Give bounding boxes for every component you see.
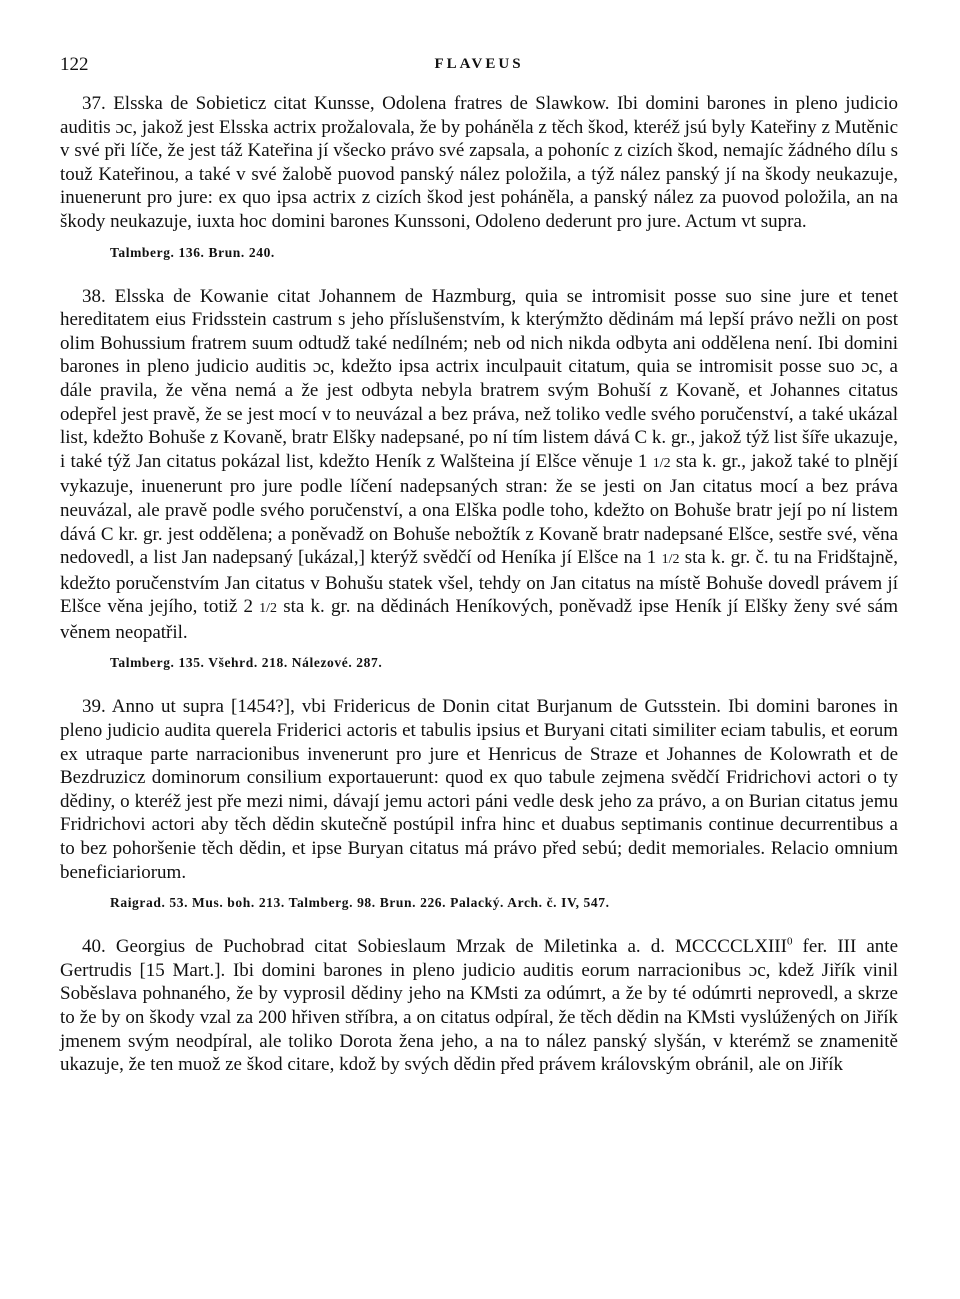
- entry-number: 40.: [82, 936, 106, 958]
- entry-40: [60, 935, 898, 1077]
- running-title: FLAVEUS: [434, 56, 524, 72]
- document-page: [60, 54, 898, 1099]
- entry-body-part-b: sta k. gr., jakož také to plnějí vykazuje, inuenerunt pro jure podle líčení nadepsaných stran: že se jesti on Jan citatus mocí a bez práva neuvázal, ale pravě podle svého poručenství, a ona Elška podle toho, kdežto on Bohuše bratr její po ní listem dává C kr. gr. jest oddělena; a poněvadž on Bohuše nebožtík z Kovaně bratr nadepsané Elšce, sestře své, věna nedovedl, a list Jan nadepsaný [ukázal,] kterýž svědčí od Heníka jí Elšce na 1: [60, 450, 898, 569]
- entry-37: [60, 92, 898, 263]
- entry-text: [60, 695, 898, 884]
- entry-text: [60, 92, 898, 234]
- page-number: 122: [60, 54, 89, 75]
- entry-references: Talmberg. 136. Brun. 240.: [110, 244, 275, 260]
- entry-text: [60, 285, 898, 645]
- entry-39: [60, 695, 898, 913]
- entry-text: [60, 935, 898, 1077]
- entry-body: Anno ut supra [1454?], vbi Fridericus de Donin citat Burjanum de Gutsstein. Ibi domini barones in pleno judicio audita querela Friderici actoris et tabulis ipsius et Buryani citati similiter eciam tabulis, et eorum ex utraque parte narracionibus invenerunt pro jure et Henricus de Straze et Johannes de Kolowrath et de Bezdruzicz dominorum consilium exportauerunt: quod ex quo tabule zejmena svědčí Fridrichovi actori o ty dědiny, o kteréž jest pře mezi nimi, dávají jemu actori páni vedle desk jeho za právo, a on Burian citatus jemu Fridrichovi actori aby těch dědin skutečně postúpil infra hinc et duabus septimanis continue decurrentibus a to bez pohoršenie těch dědin, et ipse Buryan citatus má právo před sebú; dedit memoriales. Relacio omnium beneficiariorum.: [60, 696, 898, 883]
- entry-38: [60, 285, 898, 674]
- entry-number: 38.: [82, 285, 106, 307]
- entry-body-part-a: Elsska de Kowanie citat Johannem de Hazmburg, quia se intromisit posse suo sine jure et tenet hereditatem eius Fridsstein castrum s jeho příslušenstvím, k kterýmžto dědinám má lepší právo nežli on post olim Bohussium fratrem suum odtudž také nedílném; neb od nich nikda odbyta ani oddělena není. Ibi domini barones in pleno judicio auditis ɔc, kdežto ipsa actrix inculpauit citatum, quia se intromisit posse suo ɔc, a dále pravila, že věna nemá a že jest odbyta nebyla bratrem svým Bohuší z Kovaně, et Johannes citatus odepřel jest pravě, že se jest mocí v to neuvázal a bez práva, než toliko vedle svého poručenství, a také ukázal list, kdežto Bohuše z Kovaně, bratr Elšky nadepsané, po ní tím listem dává C k. gr., jakož týž list šíře ukazuje, i také týž Jan citatus pokázal list, kdežto Heník z Walšteina jí Elšce věnuje 1: [60, 285, 899, 472]
- entry-body-part-a: Georgius de Puchobrad citat Sobieslaum Mrzak de Miletinka a. d. MCCCCLXIII: [115, 936, 787, 958]
- page-header: [60, 54, 898, 88]
- entry-body: Elsska de Sobieticz citat Kunsse, Odolena fratres de Slawkow. Ibi domini barones in pleno judicio auditis ɔc, jakož jest Elsska actrix prožalovala, že by poháněla z těch škod, kteréž jsú byly Kateřiny z Mutěnic v své při líče, že jest táž Kateřina jí všecko právo své zapsala, a pohoníc z cizích škod, nemajíc žádného dílu s touž Kateřinou, a také v své žalobě puovod panský nález položila, a týž nález panský jí na škody neukazuje, inuenerunt pro jure: ex quo ipsa actrix z cizích škod jest poháněla, a panský nález za puovod položila, an na škody neukazuje, iuxta hoc domini barones Kunssoni, Odoleno dederunt pro jure. Actum vt supra.: [60, 93, 899, 232]
- fraction: 1/2: [652, 455, 671, 471]
- entry-number: 37.: [82, 93, 106, 114]
- entry-body-part-d: sta k. gr. na dědinách Heníkových, poněvadž ipse Heník jí Elšky ženy své sám věnem neopatřil.: [60, 596, 898, 643]
- entry-number: 39.: [82, 696, 106, 718]
- entry-references: Raigrad. 53. Mus. boh. 213. Talmberg. 98. Brun. 226. Palacký. Arch. č. IV, 547.: [110, 895, 610, 911]
- fraction: 1/2: [259, 601, 278, 617]
- entry-body-part-b: fer. III ante Gertrudis [15 Mart.]. Ibi domini barones in pleno judicio auditis eorum narracionibus ɔc, kdež Jiřík vinil Soběslava pohnaného, že by vyprosil dědiny jeho na KMsti za odúmrt, a že by té odúmrti neprovedl, a skrze to že by on škody vzal za 200 hřiven stříbra, a on citatus odpíral, že těch dědin na KMsti vyslúžených on Jiřík jmenem svým neodpíral, ale toliko Dorota žena jeho, a na to nález panský slyšán, v kterémž se znamenitě ukazuje, že ten muož ze škod citare, kdož by svých dědin před právem královským obránil, ale on Jiřík: [60, 936, 899, 1076]
- entry-references: Talmberg. 135. Všehrd. 218. Nálezové. 287.: [110, 655, 383, 671]
- fraction: 1/2: [661, 552, 680, 568]
- entry-body-part-c: sta k. gr. č. tu na Fridštajně, kdežto poručenstvím Jan citatus v Bohušu statek všel, tehdy on Jan citatus na místě Bohuše dovedl právem jí Elšce věna jejího, totiž 2: [60, 547, 898, 618]
- superscript: 0: [786, 935, 793, 948]
